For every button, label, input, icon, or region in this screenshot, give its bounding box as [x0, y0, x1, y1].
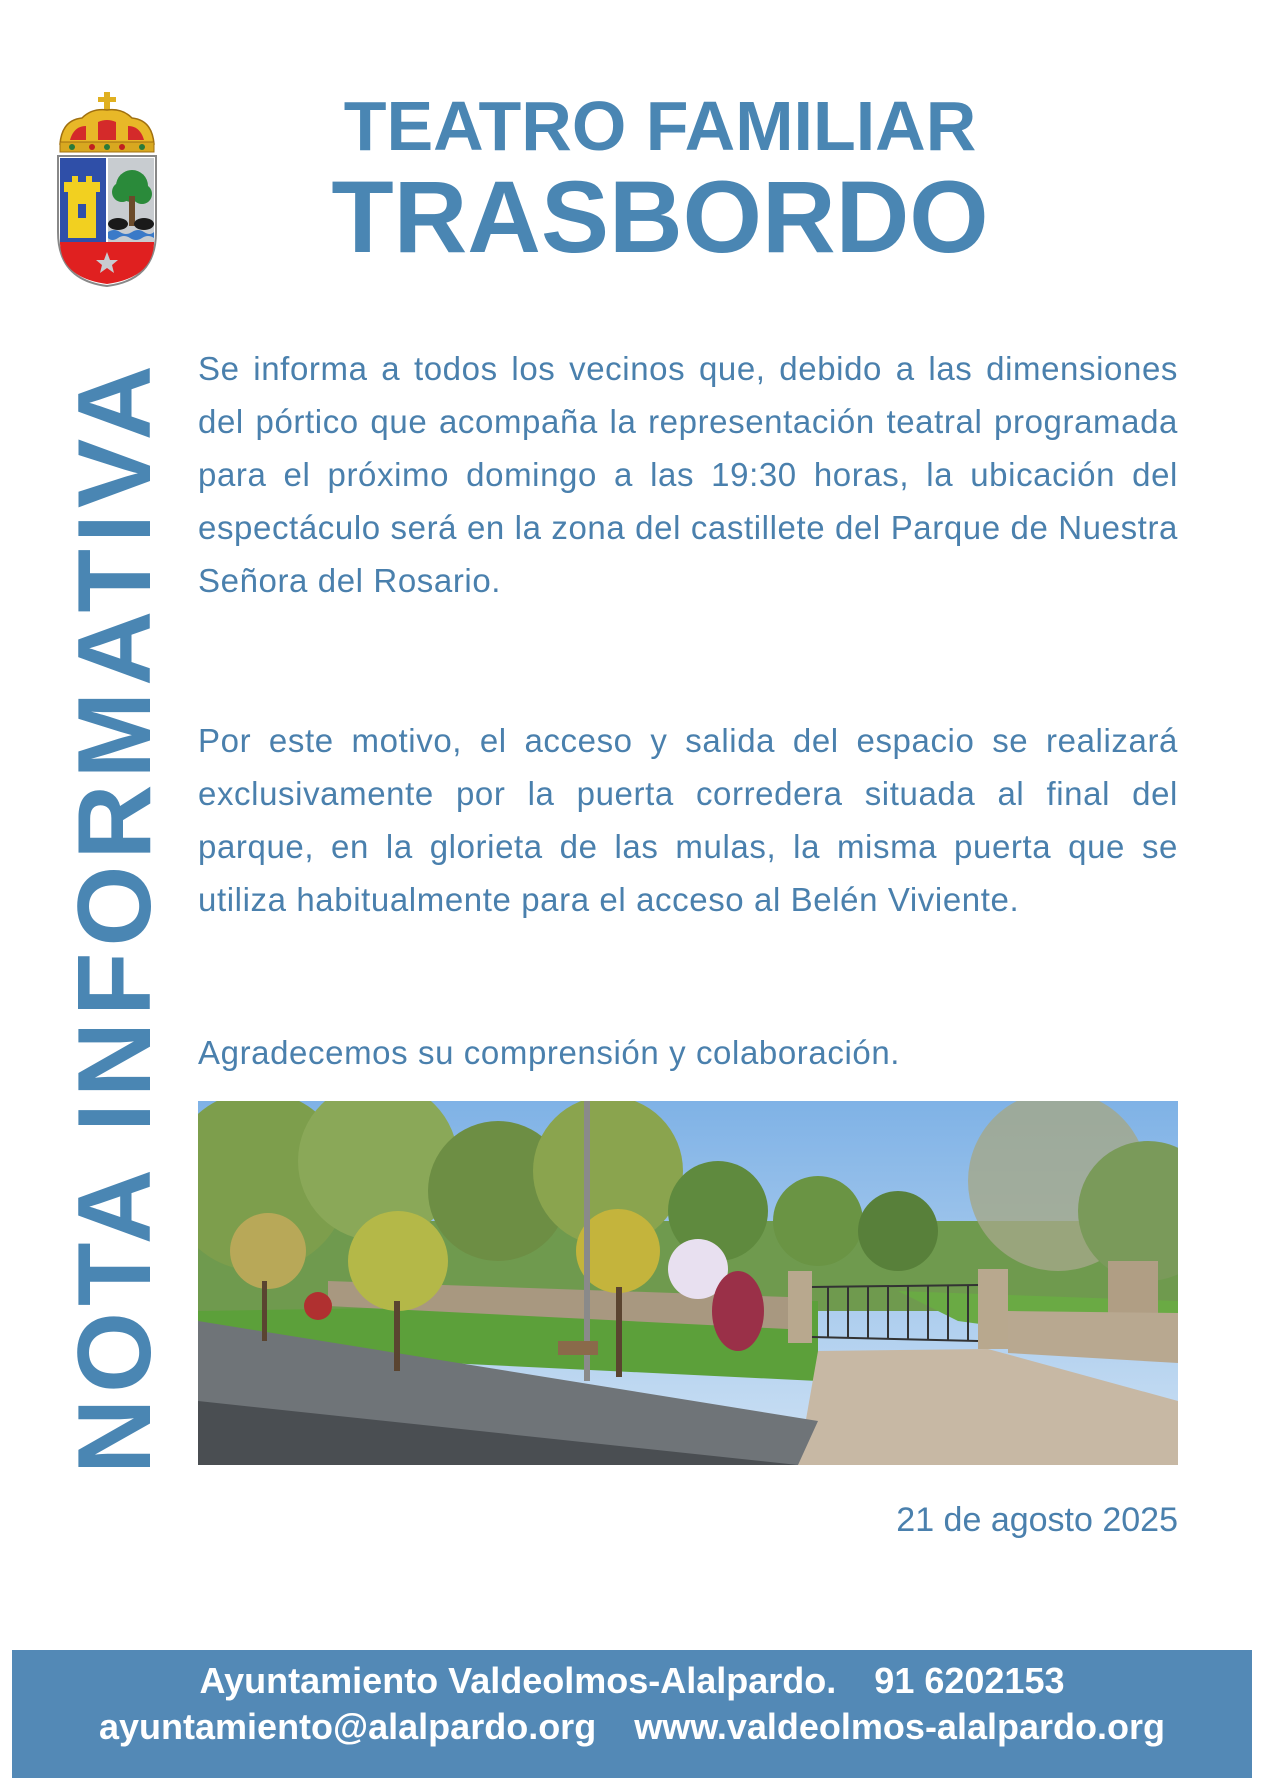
footer-organization: Ayuntamiento Valdeolmos-Alalpardo.: [199, 1660, 837, 1701]
side-title-nota-informativa: NOTA INFORMATIVA: [57, 359, 173, 1474]
page-title-line-1: TEATRO FAMILIAR: [343, 87, 977, 165]
footer-contact-line: [12, 1658, 1252, 1704]
coat-of-arms-icon: [52, 92, 162, 288]
notice-date: 21 de agosto 2025: [896, 1501, 1178, 1539]
footer-bar: [12, 1650, 1252, 1778]
notice-paragraph-2: Por este motivo, el acceso y salida del espacio se realizará exclusivamente por la puerta corredera situada al final del parque, en la glorieta de las mulas, la misma puerta que se utiliza habitualmente para el acceso al Belén Viviente.: [198, 722, 1178, 918]
notice-paragraph-3: Agradecemos su comprensión y colaboración.: [198, 1034, 901, 1071]
park-entrance-photo: [198, 1101, 1178, 1465]
notice-paragraph-1: Se informa a todos los vecinos que, debido a las dimensiones del pórtico que acompaña la representación teatral programada para el próximo domingo a las 19:30 horas, la ubicación del espectáculo será en la zona del castillete del Parque de Nuestra Señora del Rosario.: [198, 350, 1178, 599]
footer-phone: 91 6202153: [874, 1660, 1065, 1701]
page-title-line-2: TRASBORDO: [331, 160, 989, 274]
footer-online-line: [12, 1704, 1252, 1750]
footer-email[interactable]: ayuntamiento@alalpardo.org: [99, 1706, 597, 1747]
footer-website[interactable]: www.valdeolmos-alalpardo.org: [634, 1706, 1165, 1747]
